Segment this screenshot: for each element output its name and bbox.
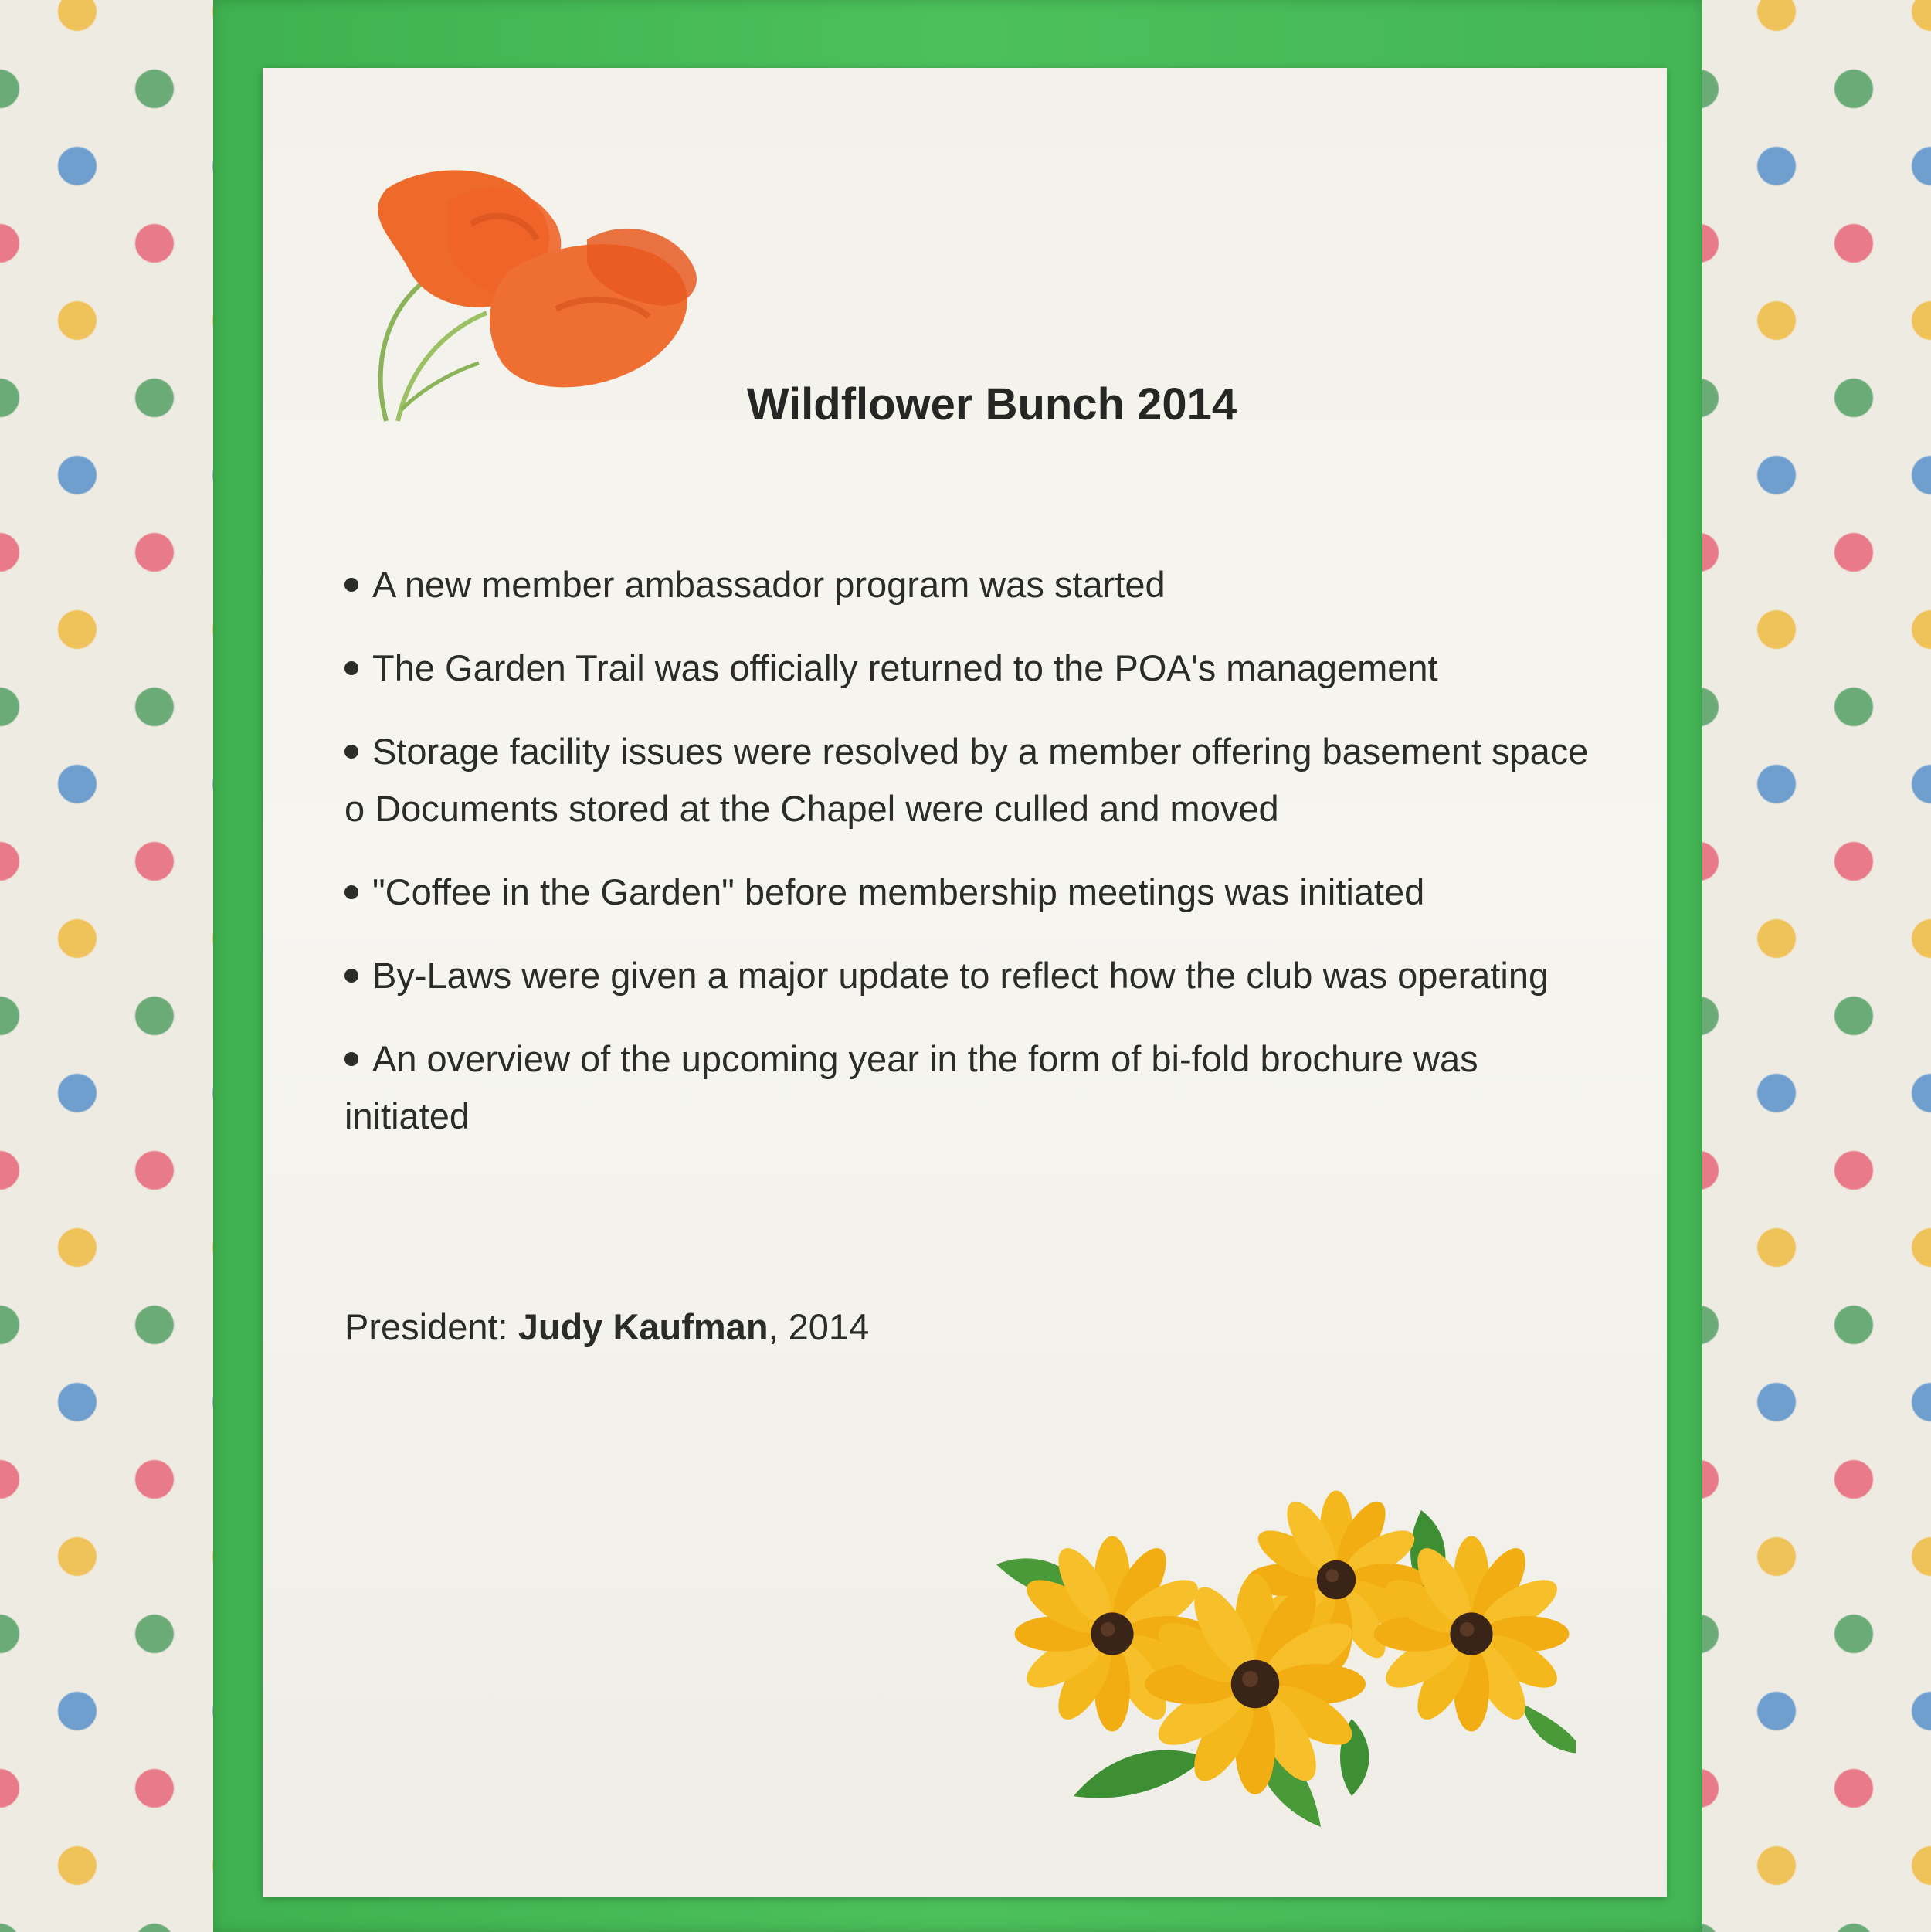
list-item bbox=[344, 947, 1596, 1004]
list-item-text: An overview of the upcoming year in the form of bi-fold brochure was initiated bbox=[344, 1038, 1478, 1136]
bullet-icon bbox=[344, 969, 358, 983]
president-credit bbox=[344, 1306, 869, 1348]
accomplishments-list bbox=[344, 556, 1596, 1171]
leaf bbox=[1074, 1750, 1205, 1798]
list-item-text: "Coffee in the Garden" before membership meetings was initiated bbox=[372, 871, 1425, 912]
list-item bbox=[344, 723, 1596, 837]
leaf bbox=[1522, 1703, 1576, 1754]
list-item-text: Storage facility issues were resolved by a member offering basement space o Documents stored at the Chapel were culled and moved bbox=[344, 731, 1589, 829]
list-item-text: By-Laws were given a major update to reflect how the club was operating bbox=[372, 955, 1549, 996]
list-item bbox=[344, 640, 1596, 697]
bullet-icon bbox=[344, 578, 358, 592]
president-year: , 2014 bbox=[768, 1306, 870, 1347]
bullet-icon bbox=[344, 885, 358, 899]
polka-dot-background-right bbox=[1699, 0, 1931, 1932]
list-item bbox=[344, 864, 1596, 921]
daisies-illustration bbox=[989, 1487, 1576, 1835]
bullet-icon bbox=[344, 745, 358, 759]
list-item-text: A new member ambassador program was started bbox=[372, 564, 1166, 605]
polka-dot-background-left bbox=[0, 0, 213, 1932]
president-name: Judy Kaufman bbox=[518, 1306, 769, 1347]
bullet-icon bbox=[344, 661, 358, 675]
list-item bbox=[344, 1031, 1596, 1145]
list-item-text: The Garden Trail was officially returned to the POA's management bbox=[372, 647, 1438, 688]
poster-title: Wildflower Bunch 2014 bbox=[746, 379, 1237, 430]
list-item bbox=[344, 556, 1596, 613]
bullet-icon bbox=[344, 1052, 358, 1066]
president-label: President: bbox=[344, 1306, 508, 1347]
